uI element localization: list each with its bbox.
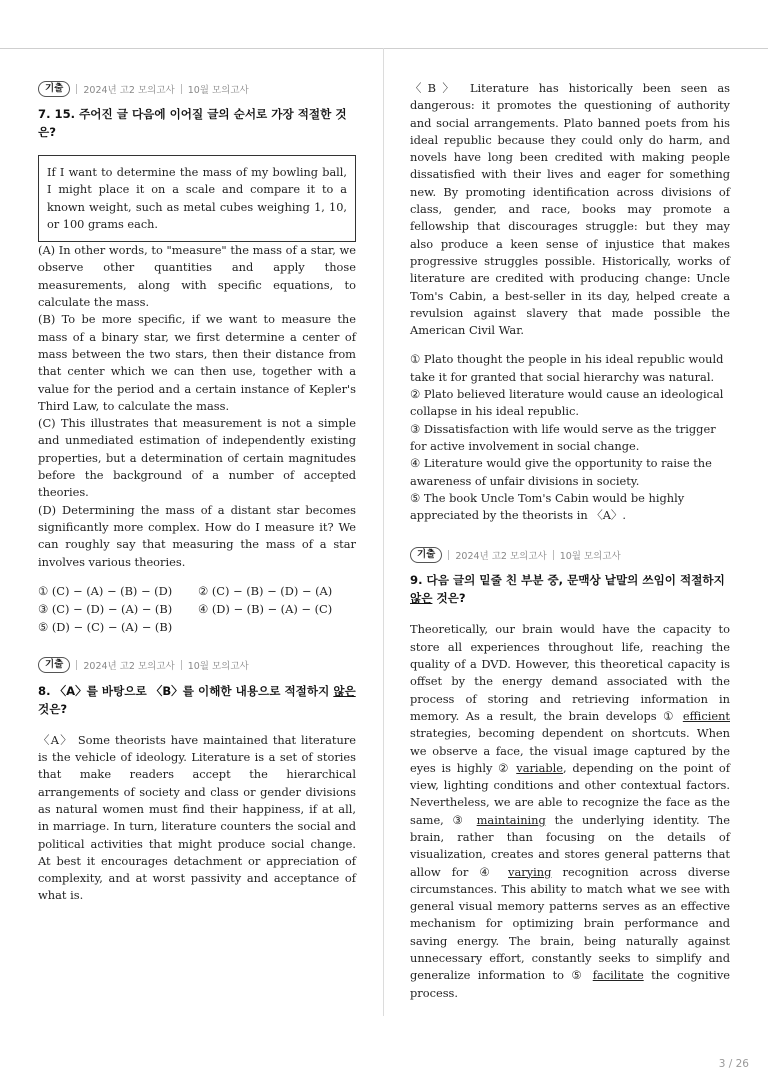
option-1[interactable]: ① Plato thought the people in his ideal republic would take it for granted that social hierarchy was natural. (410, 352, 724, 384)
paragraph-c: (C) This illustrates that measurement is not a simple and unmediated estimation of independently existing properties, but a determination of certain magnitudes before the background of a number of accepted theories. (38, 416, 356, 500)
title-emphasis: 않은 (410, 591, 433, 606)
underlined-word-2: variable (516, 760, 564, 775)
tag-separator (181, 84, 182, 94)
title-text: 8. 〈A〉를 바탕으로 〈B〉를 이해한 내용으로 적절하지 (38, 683, 334, 698)
option-5[interactable]: ⑤ The book Uncle Tom's Cabin would be highly appreciated by the theorists in 〈A〉. (410, 490, 685, 523)
source-tag (38, 657, 356, 674)
paragraph-b: (B) To be more specific, if we want to measure the mass of a binary star, we first determine a center of mass between the two stars, then their distance from that center which we can then use, together with a value for the period and a certain instance of Kepler's Third Law, to calculate the mass. (38, 312, 356, 413)
tag-separator (553, 550, 554, 560)
passage-segment: strategies, becoming dependent on shortcuts. When we observe a face, the visual image captured by the eyes is highly ② (410, 726, 730, 775)
option-3[interactable]: ③ (C) − (D) − (A) − (B) (38, 602, 173, 617)
exam-badge: 기출 (38, 81, 70, 97)
given-text: If I want to determine the mass of my bowling ball, I might place it on a scale and compare it to a known weight, such as metal cubes weighing 1, 10, or 100 grams each. (47, 166, 347, 231)
source-tag (410, 546, 730, 563)
option-2[interactable]: ② Plato believed literature would cause an ideological collapse in his ideal republic. (410, 387, 724, 419)
exam-year: 2024년 고2 모의고사 (83, 661, 175, 673)
option-4[interactable]: ④ (D) − (B) − (A) − (C) (198, 602, 333, 617)
question-9 (410, 546, 730, 1002)
source-tag (38, 80, 356, 97)
given-text-box (38, 155, 356, 242)
underlined-word-4: varying (508, 864, 552, 879)
paragraph-d: (D) Determining the mass of a distant star becomes significantly more complex. How do I measure it? We can roughly say that measuring the mass of a star involves various theories. (38, 502, 356, 569)
option-4[interactable]: ④ Literature would give the opportunity to raise the awareness of unfair divisions in society. (410, 456, 712, 488)
text-b: 〈B〉 Literature has historically been seen as dangerous: it promotes the questioning of authority and social arrangements. Plato banned poets from his ideal republic because they could only do harm, and novels have long been credited with making people dissatisfied with their lives and eager for something new. By promoting identification across divisions of class, gender, and race, books may promote a fellowship that discourages struggle: but they may also produce a keen sense of injustice that makes progressive struggles possible. Historically, works of literature are credited with producing change: Uncle Tom's Cabin, a best-seller in its day, helped create a revulsion against slavery that made possible the American Civil War. (410, 81, 730, 338)
passage-segment: , depending on the point of view, lighting conditions and other contextual factors. Nevertheless, we are able to recognize the face as the same, ③ (410, 760, 730, 827)
answer-options (410, 351, 730, 524)
tag-separator (181, 660, 182, 670)
text-a: 〈A〉 Some theorists have maintained that literature is the vehicle of ideology. Literature is a set of stories that make readers accept the hierarchical arrangements of society and class or gender divisions as natural women must find their happiness, if at all, in marriage. In turn, literature counters the social and political activities that might produce social change. At best it encourages detachment or appreciation of complexity, and at worst passivity and acceptance of what is. (38, 732, 356, 903)
question-7 (38, 80, 356, 637)
title-text-end: 것은? (432, 591, 466, 606)
right-column (410, 80, 730, 1002)
header-rule (0, 48, 768, 49)
left-column (38, 80, 356, 905)
question-title (410, 571, 730, 607)
answer-options (38, 583, 356, 637)
paragraph-a: (A) In other words, to "measure" the mass of a star, we observe other quantities and apply those measurements, along with specific equations, to calculate the mass. (38, 243, 356, 310)
option-1[interactable]: ① (C) − (A) − (B) − (D) (38, 583, 173, 598)
passage-segment: Theoretically, our brain would have the capacity to store all experiences throughout life, reaching the quality of a DVD. However, this theoretical capacity is offset by the energy demand associated with the process of storing and retrieving information in memory. As a result, the brain develops ① (410, 622, 730, 723)
tag-separator (448, 550, 449, 560)
exam-month: 10월 모의고사 (187, 661, 249, 673)
option-2[interactable]: ② (C) − (B) − (D) − (A) (198, 583, 333, 598)
option-5[interactable]: ⑤ (D) − (C) − (A) − (B) (38, 620, 173, 635)
question-title (38, 682, 356, 718)
passage-segment: recognition across diverse circumstances. This ability to match what we see with general visual memory patterns serves as an effective mechanism for optimizing brain performance and saving energy. The brain, being naturally against unnecessary effort, constantly seeks to simplify and generalize information to ⑤ (410, 864, 731, 983)
passage (410, 621, 730, 1002)
underlined-word-3: maintaining (476, 812, 546, 827)
title-text: 9. 다음 글의 밑줄 친 부분 중, 문맥상 낱말의 쓰임이 적절하지 (410, 573, 725, 588)
question-title: 7. 15. 주어진 글 다음에 이어질 글의 순서로 가장 적절한 것은? (38, 107, 347, 139)
exam-badge: 기출 (38, 657, 70, 673)
exam-year: 2024년 고2 모의고사 (455, 550, 547, 562)
page-number: 3 / 26 (718, 1058, 749, 1070)
exam-month: 10월 모의고사 (559, 550, 621, 562)
exam-badge: 기출 (410, 547, 442, 563)
passage-segment: the underlying identity. The brain, rather than focusing on the details of visualization, creates and stores general patterns that allow for ④ (410, 812, 730, 879)
tag-separator (76, 84, 77, 94)
exam-month: 10월 모의고사 (187, 84, 249, 96)
exam-year: 2024년 고2 모의고사 (83, 84, 175, 96)
option-3[interactable]: ③ Dissatisfaction with life would serve as the trigger for active involvement in social change. (410, 421, 716, 453)
passage-segment: the cognitive process. (410, 968, 730, 1000)
underlined-word-5: facilitate (592, 968, 644, 983)
tag-separator (76, 660, 77, 670)
column-divider (383, 48, 384, 1016)
title-text-end: 것은? (38, 701, 68, 716)
underlined-word-1: efficient (682, 708, 730, 723)
title-emphasis: 않은 (333, 683, 356, 698)
question-8 (38, 657, 356, 905)
